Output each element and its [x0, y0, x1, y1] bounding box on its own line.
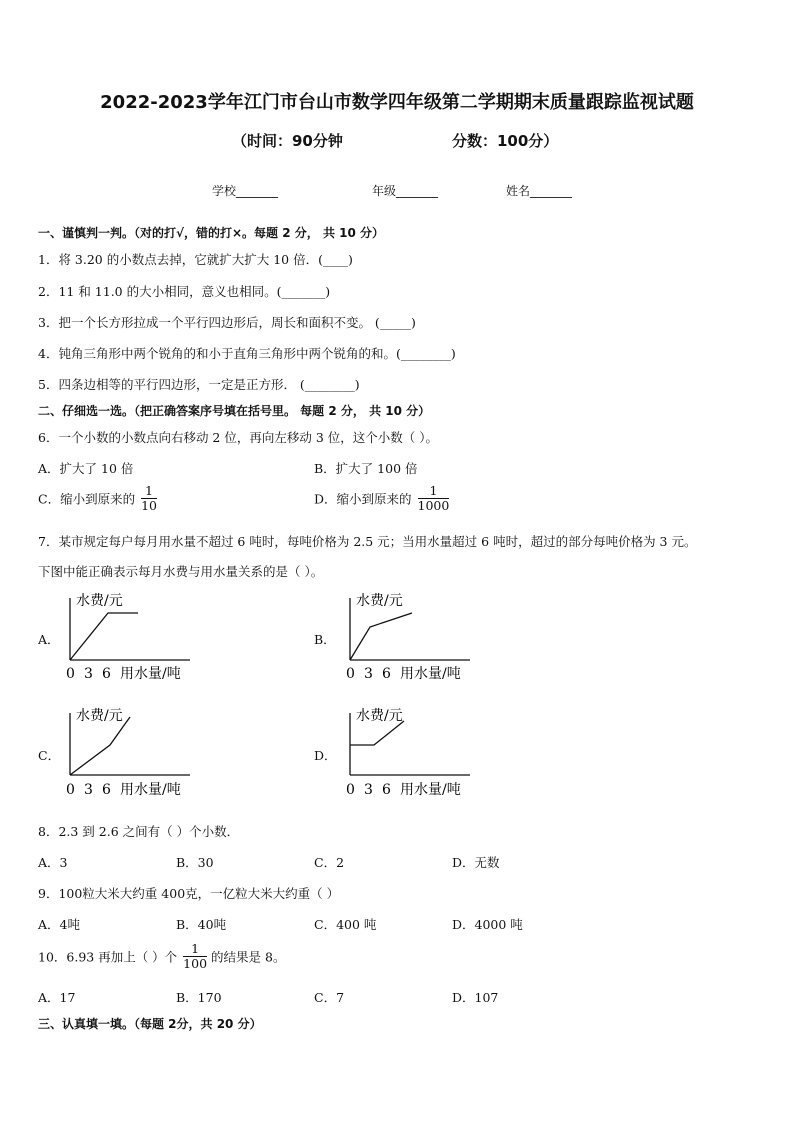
question-2: 2．11 和 11.0 的大小相同，意义也相同。(_______) — [38, 284, 331, 299]
x-axis-label: 用水量/吨 — [120, 666, 181, 682]
y-axis-label: 水费/元 — [356, 593, 403, 609]
x-axis-label: 用水量/吨 — [400, 666, 461, 682]
q6-option-d-text: D．缩小到原来的 — [314, 491, 412, 507]
school-field: 学校_______ — [212, 184, 279, 198]
x-axis-label: 用水量/吨 — [120, 782, 181, 798]
question-6: 6．一个小数的小数点向右移动 2 位，再向左移动 3 位，这个小数（ ）。 — [38, 430, 438, 445]
question-7-line-2: 下图中能正确表示每月水费与用水量关系的是（ ）。 — [38, 564, 324, 579]
q6-option-c-text: C．缩小到原来的 — [38, 491, 136, 507]
q6-option-d — [314, 484, 449, 513]
q7-option-d-label: D． — [314, 748, 337, 763]
q8-option-a: A．3 — [38, 855, 68, 870]
q9-option-c: C．400 吨 — [314, 917, 377, 932]
q6-option-a: A．扩大了 10 倍 — [38, 461, 134, 476]
question-10 — [38, 942, 285, 971]
tick-3: 3 — [84, 782, 93, 798]
q7-graph-a — [60, 588, 220, 688]
q6-option-c — [38, 484, 157, 513]
fraction-1-100 — [183, 942, 207, 971]
tick-3: 3 — [364, 666, 373, 682]
q9-option-a: A．4吨 — [38, 917, 80, 932]
exam-time: （时间：90分钟 — [232, 132, 343, 150]
page-title: 2022-2023学年江门市台山市数学四年级第二学期期末质量跟踪监视试题 — [100, 92, 694, 113]
q7-option-c-label: C． — [38, 748, 61, 763]
graph-line — [350, 613, 412, 660]
fraction-denominator: 10 — [141, 498, 157, 513]
q7-graph-d — [340, 703, 500, 805]
name-field: 姓名_______ — [506, 184, 573, 198]
grade-field: 年级_______ — [372, 184, 439, 198]
q7-option-a-label: A． — [38, 632, 60, 647]
y-axis-label: 水费/元 — [76, 593, 123, 609]
y-axis-label: 水费/元 — [76, 708, 123, 724]
fraction-denominator: 1000 — [417, 498, 450, 513]
question-10-pre: 10．6.93 再加上（ ）个 — [38, 949, 178, 965]
y-axis-label: 水费/元 — [356, 708, 403, 724]
q9-option-b: B．40吨 — [176, 917, 227, 932]
question-4: 4．钝角三角形中两个锐角的和小于直角三角形中两个锐角的和。(________) — [38, 346, 456, 361]
q8-option-c: C．2 — [314, 855, 345, 870]
fraction-numerator: 1 — [141, 484, 157, 499]
tick-0: 0 — [66, 782, 75, 798]
q10-option-a: A．17 — [38, 990, 76, 1005]
graph-line — [70, 613, 138, 660]
q9-option-d: D．4000 吨 — [452, 917, 523, 932]
question-7-line-1: 7．某市规定每户每月用水量不超过 6 吨时，每吨价格为 2.5 元；当用水量超过 6 吨时，超过的部分每吨价格为 3 元。 — [38, 534, 697, 549]
fraction-1-1000 — [418, 484, 450, 513]
fraction-1-10 — [141, 484, 157, 513]
fraction-denominator: 100 — [183, 956, 208, 971]
graph-line — [70, 717, 130, 775]
tick-0: 0 — [346, 782, 355, 798]
graph-line — [350, 721, 404, 745]
section-2-heading: 二、仔细选一选。（把正确答案序号填在括号里。 每题 2 分， 共 10 分） — [38, 404, 431, 418]
tick-0: 0 — [346, 666, 355, 682]
x-axis-label: 用水量/吨 — [400, 782, 461, 798]
question-9: 9．100粒大米大约重 400克，一亿粒大米大约重（ ） — [38, 886, 340, 901]
fraction-numerator: 1 — [418, 484, 450, 499]
tick-3: 3 — [84, 666, 93, 682]
question-1: 1．将 3.20 的小数点去掉，它就扩大扩大 10 倍．(____) — [38, 252, 353, 267]
q6-option-b: B．扩大了 100 倍 — [314, 461, 418, 476]
q8-option-b: B．30 — [176, 855, 214, 870]
fraction-numerator: 1 — [183, 942, 207, 957]
q8-option-d: D．无数 — [452, 855, 500, 870]
q10-option-d: D．107 — [452, 990, 499, 1005]
q7-graph-c — [60, 703, 220, 805]
question-8: 8．2.3 到 2.6 之间有（ ）个小数． — [38, 824, 240, 839]
question-10-post: 的结果是 8。 — [211, 949, 286, 965]
q10-option-b: B．170 — [176, 990, 222, 1005]
question-5: 5．四条边相等的平行四边形，一定是正方形． (________) — [38, 377, 360, 392]
tick-6: 6 — [102, 666, 111, 682]
tick-6: 6 — [382, 782, 391, 798]
section-1-heading: 一、谨慎判一判。（对的打√，错的打×。每题 2 分， 共 10 分） — [38, 226, 384, 240]
q7-option-b-label: B． — [314, 632, 336, 647]
tick-6: 6 — [382, 666, 391, 682]
tick-6: 6 — [102, 782, 111, 798]
section-3-heading: 三、认真填一填。（每题 2分，共 20 分） — [38, 1017, 262, 1031]
tick-0: 0 — [66, 666, 75, 682]
tick-3: 3 — [364, 782, 373, 798]
q7-graph-b — [340, 588, 500, 688]
q10-option-c: C．7 — [314, 990, 345, 1005]
exam-score: 分数：100分） — [452, 132, 559, 150]
question-3: 3．把一个长方形拉成一个平行四边形后，周长和面积不变。 (_____) — [38, 315, 416, 330]
